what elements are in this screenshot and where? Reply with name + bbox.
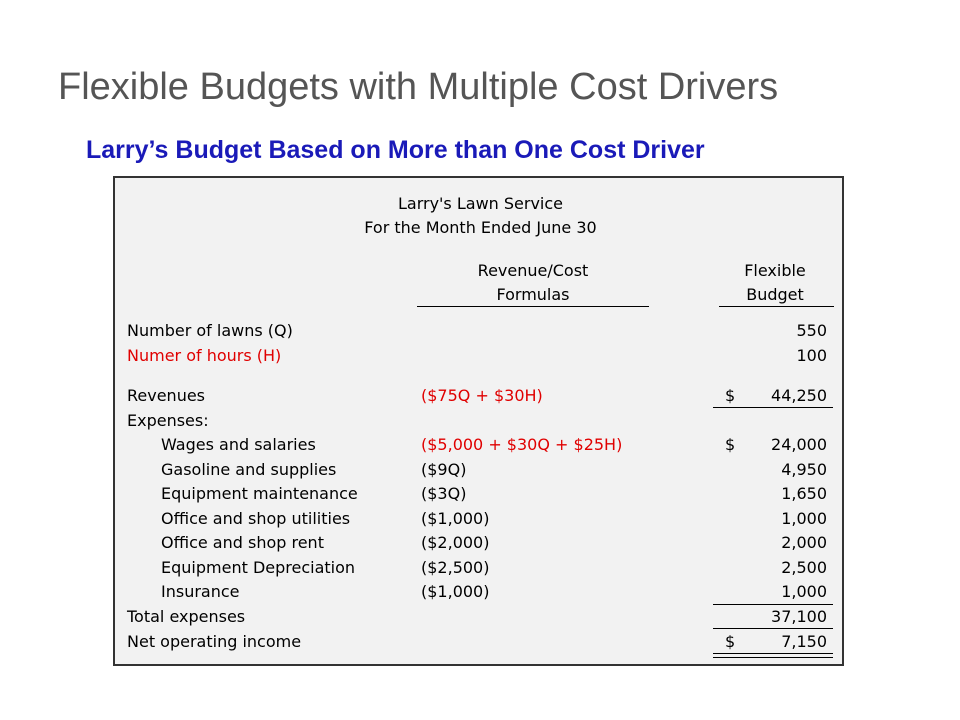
expense-label: Equipment Depreciation: [161, 558, 356, 577]
expense-formula: ($2,000): [421, 533, 490, 552]
statement-period: For the Month Ended June 30: [364, 218, 597, 237]
budget-column-header-line2: Budget: [746, 285, 804, 304]
slide-title: Flexible Budgets with Multiple Cost Drivers: [58, 66, 779, 108]
expense-formula: ($3Q): [421, 484, 467, 503]
expense-label: Office and shop rent: [161, 533, 324, 552]
currency-sign: $: [725, 632, 736, 651]
formula-column-header-line2: Formulas: [496, 285, 570, 304]
expense-value: 2,000: [781, 533, 827, 552]
expense-value: 2,500: [781, 558, 827, 577]
slide-subtitle: Larry’s Budget Based on More than One Cost Driver: [86, 136, 705, 164]
driver-value: 100: [796, 346, 827, 365]
driver-value: 550: [796, 321, 827, 340]
formula-column-header-line1: Revenue/Cost: [477, 261, 589, 280]
expense-formula: ($9Q): [421, 460, 467, 479]
revenues-formula: ($75Q + $30H): [421, 386, 543, 405]
driver-label: Number of lawns (Q): [127, 321, 293, 340]
expense-value: 1,000: [781, 509, 827, 528]
budget-statement: [113, 176, 844, 666]
driver-label: Numer of hours (H): [127, 346, 282, 365]
net-income-label: Net operating income: [127, 632, 302, 651]
budget-column-header-line1: Flexible: [744, 261, 806, 280]
net-income-value: 7,150: [781, 632, 827, 651]
total-expenses-value: 37,100: [771, 607, 827, 626]
expense-value: 4,950: [781, 460, 827, 479]
expense-formula: ($1,000): [421, 582, 490, 601]
expense-value: 24,000: [771, 435, 827, 454]
revenues-value: 44,250: [771, 386, 827, 405]
expense-formula: ($1,000): [421, 509, 490, 528]
expenses-underline: [713, 604, 833, 605]
expense-label: Equipment maintenance: [161, 484, 358, 503]
expense-label: Insurance: [161, 582, 240, 601]
expense-formula: ($2,500): [421, 558, 490, 577]
revenues-label: Revenues: [127, 386, 206, 405]
expense-value: 1,650: [781, 484, 827, 503]
expense-label: Gasoline and supplies: [161, 460, 337, 479]
total-expenses-label: Total expenses: [127, 607, 246, 626]
formula-header-underline: [417, 306, 649, 307]
net-income-double-underline: [713, 653, 833, 658]
expense-formula: ($5,000 + $30Q + $25H): [421, 435, 623, 454]
currency-sign: $: [725, 386, 736, 405]
revenues-underline: [713, 407, 833, 408]
expenses-label: Expenses:: [127, 411, 209, 430]
expense-value: 1,000: [781, 582, 827, 601]
expense-label: Office and shop utilities: [161, 509, 351, 528]
currency-sign: $: [725, 435, 736, 454]
expense-label: Wages and salaries: [161, 435, 316, 454]
budget-header-underline: [719, 306, 834, 307]
company-name: Larry's Lawn Service: [397, 194, 564, 213]
total-expenses-underline: [713, 628, 833, 629]
